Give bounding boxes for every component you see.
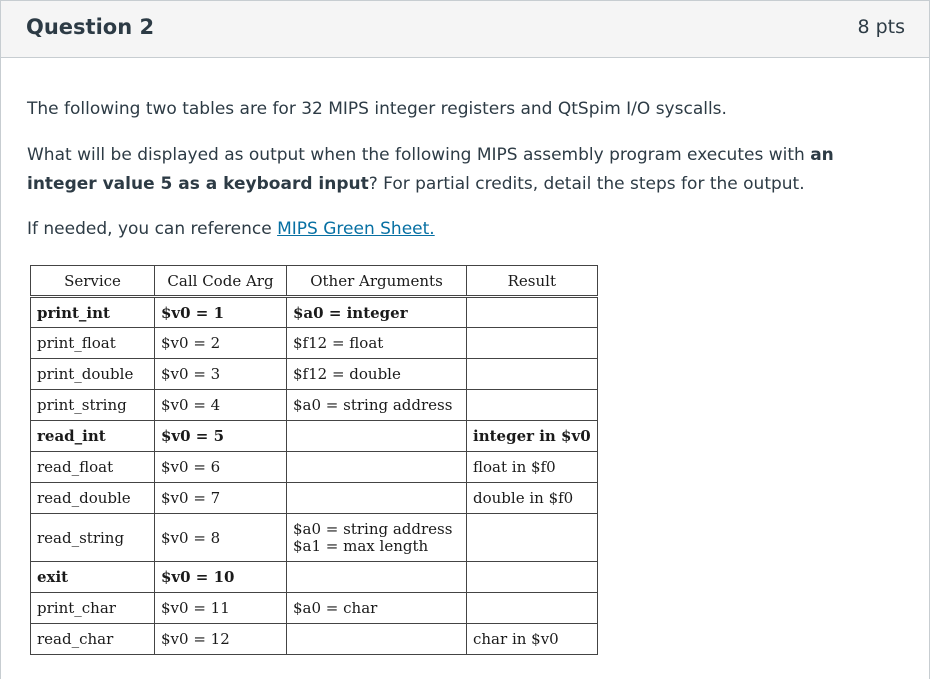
other-arguments-cell <box>287 328 467 359</box>
syscall-table <box>30 265 598 655</box>
service-cell: read_int <box>31 421 155 452</box>
result-cell: double in $f0 <box>467 483 598 514</box>
syscall-table-body <box>31 297 598 655</box>
call-code-cell: $v0 = 2 <box>155 328 287 359</box>
mips-green-sheet-link[interactable]: MIPS Green Sheet. <box>277 219 435 239</box>
table-row <box>31 452 598 483</box>
call-code-cell: $v0 = 12 <box>155 624 287 655</box>
argument-line: $a0 = char <box>293 599 378 617</box>
instruction-paragraph <box>27 141 897 199</box>
other-arguments-cell <box>287 452 467 483</box>
table-row <box>31 390 598 421</box>
call-code-cell: $v0 = 5 <box>155 421 287 452</box>
table-row <box>31 483 598 514</box>
service-cell: read_string <box>31 514 155 562</box>
result-cell: float in $f0 <box>467 452 598 483</box>
service-cell: print_float <box>31 328 155 359</box>
table-row <box>31 421 598 452</box>
header-other-arguments: Other Arguments <box>287 266 467 297</box>
instruction-bold-text: an integer value 5 as a keyboard input <box>27 145 834 194</box>
reference-text: If needed, you can reference <box>27 219 278 239</box>
result-cell <box>467 328 598 359</box>
other-arguments-cell <box>287 421 467 452</box>
table-row <box>31 359 598 390</box>
other-arguments-cell <box>287 624 467 655</box>
other-arguments-cell <box>287 483 467 514</box>
argument-line: $a0 = string address <box>293 396 453 414</box>
call-code-cell: $v0 = 10 <box>155 562 287 593</box>
service-cell: print_double <box>31 359 155 390</box>
table-row <box>31 562 598 593</box>
service-cell: read_char <box>31 624 155 655</box>
header-service: Service <box>31 266 155 297</box>
result-cell <box>467 593 598 624</box>
other-arguments-cell <box>287 359 467 390</box>
argument-line: $f12 = float <box>293 334 384 352</box>
argument-line: $a0 = string address <box>293 519 453 538</box>
other-arguments-cell <box>287 562 467 593</box>
result-cell <box>467 297 598 328</box>
call-code-cell: $v0 = 6 <box>155 452 287 483</box>
call-code-cell: $v0 = 7 <box>155 483 287 514</box>
table-row <box>31 624 598 655</box>
question-header <box>1 1 929 58</box>
argument-line: $a0 = integer <box>293 303 408 322</box>
instruction-text-1: What will be displayed as output when the following MIPS assembly program executes with <box>27 145 811 165</box>
table-row <box>31 328 598 359</box>
argument-line: $a1 = max length <box>293 536 429 555</box>
header-result: Result <box>467 266 598 297</box>
other-arguments-cell <box>287 390 467 421</box>
reference-paragraph <box>27 215 897 244</box>
argument-line: $f12 = double <box>293 365 401 383</box>
call-code-cell: $v0 = 11 <box>155 593 287 624</box>
call-code-cell: $v0 = 1 <box>155 297 287 328</box>
table-row <box>31 593 598 624</box>
result-cell <box>467 390 598 421</box>
table-header-row <box>31 266 598 297</box>
instruction-text-2: ? For partial credits, detail the steps for the output. <box>368 174 805 194</box>
service-cell: print_int <box>31 297 155 328</box>
result-cell: char in $v0 <box>467 624 598 655</box>
call-code-cell: $v0 = 8 <box>155 514 287 562</box>
other-arguments-cell <box>287 297 467 328</box>
result-cell: integer in $v0 <box>467 421 598 452</box>
service-cell: print_string <box>31 390 155 421</box>
service-cell: read_float <box>31 452 155 483</box>
service-cell: read_double <box>31 483 155 514</box>
question-title: Question 2 <box>26 15 155 39</box>
table-row <box>31 514 598 562</box>
call-code-cell: $v0 = 4 <box>155 390 287 421</box>
service-cell: print_char <box>31 593 155 624</box>
table-row <box>31 297 598 328</box>
header-call-code: Call Code Arg <box>155 266 287 297</box>
other-arguments-cell <box>287 514 467 562</box>
call-code-cell: $v0 = 3 <box>155 359 287 390</box>
intro-paragraph: The following two tables are for 32 MIPS integer registers and QtSpim I/O syscalls. <box>27 99 727 119</box>
question-points: 8 pts <box>857 16 905 38</box>
service-cell: exit <box>31 562 155 593</box>
result-cell <box>467 562 598 593</box>
other-arguments-cell <box>287 593 467 624</box>
result-cell <box>467 359 598 390</box>
result-cell <box>467 514 598 562</box>
